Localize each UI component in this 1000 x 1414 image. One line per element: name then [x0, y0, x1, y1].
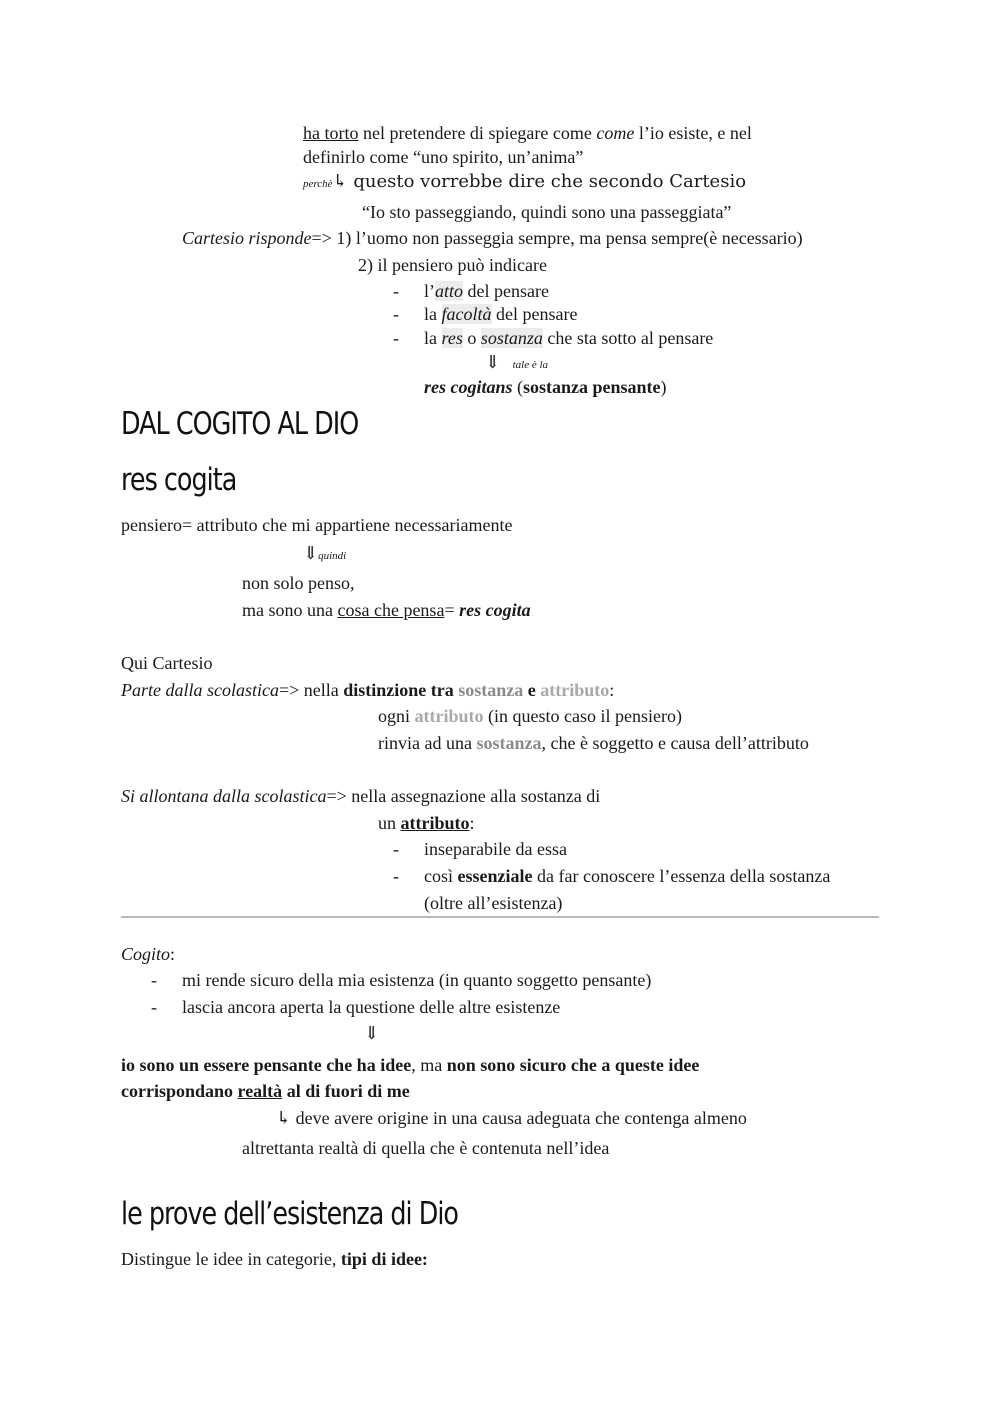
text-line: Si allontana dalla scolastica=> nella assegnazione alla sostanza di: [121, 786, 601, 806]
list-item: inseparabile da essa: [424, 839, 567, 859]
text-line: un attributo:: [378, 813, 475, 833]
list-bullet: -: [393, 281, 399, 301]
double-down-arrow-icon: ⇓: [303, 543, 319, 563]
double-down-arrow-icon: ⇓: [364, 1023, 380, 1043]
text-line: ha torto nel pretendere di spiegare come come l’io esiste, e nel: [303, 123, 752, 143]
text-line: rinvia ad una sostanza, che è soggetto e causa dell’attributo: [378, 733, 809, 753]
list-item: mi rende sicuro della mia esistenza (in quanto soggetto pensante): [182, 970, 652, 990]
underlined-text: ha torto: [303, 123, 359, 143]
return-arrow-icon: ↳: [332, 171, 348, 191]
text-line: ↳ deve avere origine in una causa adeguata che contenga almeno: [276, 1108, 747, 1128]
list-bullet: -: [393, 328, 399, 348]
text-line: ⇓quindi: [303, 543, 347, 563]
list-item-continuation: (oltre all’esistenza): [424, 893, 563, 913]
return-arrow-icon: ↳: [276, 1108, 292, 1128]
text-line: res cogitans (sostanza pensante): [424, 377, 667, 397]
text-line: ⇓ tale è la: [485, 352, 549, 372]
section-heading: le prove dell’esistenza di Dio: [121, 1196, 458, 1232]
section-heading: res cogita: [121, 462, 237, 498]
quote-line: “Io sto passeggiando, quindi sono una passeggiata”: [362, 202, 732, 222]
list-bullet: -: [151, 970, 157, 990]
text-line: Cartesio risponde=> 1) l’uomo non passeggia sempre, ma pensa sempre(è necessario): [182, 228, 803, 248]
list-bullet: -: [151, 997, 157, 1017]
text-line: definirlo come “uno spirito, un’anima”: [303, 147, 584, 167]
section-heading: DAL COGITO AL DIO: [121, 406, 359, 442]
list-item: lascia ancora aperta la questione delle altre esistenze: [182, 997, 561, 1017]
list-bullet: -: [393, 304, 399, 324]
text-line: non solo penso,: [242, 573, 355, 593]
double-down-arrow-icon: ⇓: [485, 352, 501, 372]
list-item: l’atto del pensare: [424, 281, 549, 301]
list-item: la facoltà del pensare: [424, 304, 578, 324]
text-line: Parte dalla scolastica=> nella distinzione tra sostanza e attributo:: [121, 680, 615, 700]
list-item: così essenziale da far conoscere l’essenza della sostanza: [424, 866, 831, 886]
list-bullet: -: [393, 866, 399, 886]
text-line: io sono un essere pensante che ha idee, ma non sono sicuro che a queste idee: [121, 1055, 700, 1075]
text-line: pensiero= attributo che mi appartiene necessariamente: [121, 515, 513, 535]
text-line: corrispondano realtà al di fuori di me: [121, 1081, 410, 1101]
text-line: perchè↳ questo vorrebbe dire che secondo Cartesio: [303, 171, 747, 192]
text-line: 2) il pensiero può indicare: [358, 255, 547, 275]
text-line: Distingue le idee in categorie, tipi di idee:: [121, 1249, 428, 1269]
text-line: altrettanta realtà di quella che è contenuta nell’idea: [242, 1138, 610, 1158]
text-line: Qui Cartesio: [121, 653, 213, 673]
list-bullet: -: [393, 839, 399, 859]
list-item: la res o sostanza che sta sotto al pensare: [424, 328, 714, 348]
text-line: ogni attributo (in questo caso il pensiero): [378, 706, 682, 726]
text-line: ma sono una cosa che pensa= res cogita: [242, 600, 531, 620]
text-line: Cogito:: [121, 944, 176, 964]
horizontal-divider: [121, 916, 879, 918]
